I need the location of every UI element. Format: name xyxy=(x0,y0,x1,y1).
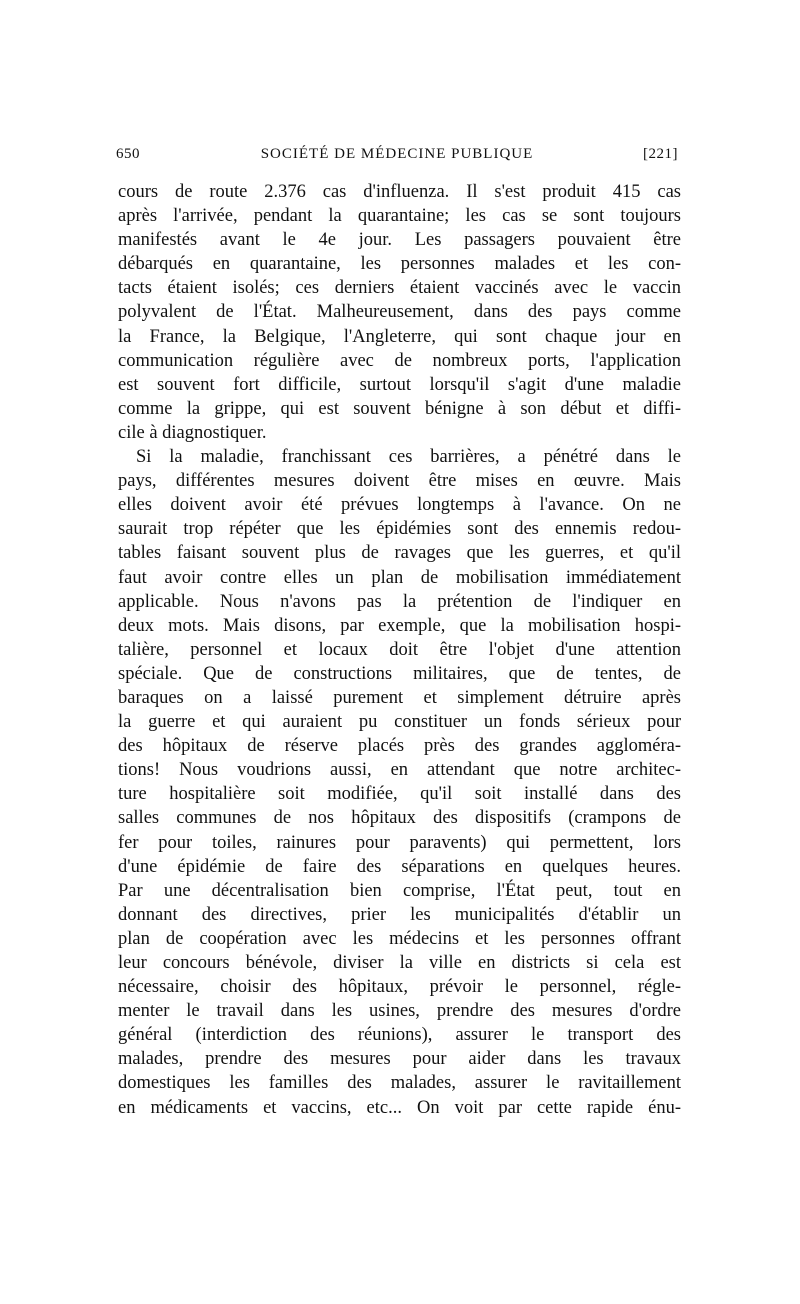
text-line: comme la grippe, qui est souvent bénigne à son début et diffi- xyxy=(118,398,681,419)
text-line: communication régulière avec de nombreux ports, l'application xyxy=(118,350,681,371)
paragraph-1 xyxy=(118,180,681,445)
text-line: elles doivent avoir été prévues longtemps à l'avance. On ne xyxy=(118,495,681,516)
text-line: Si la maladie, franchissant ces barrières, a pénétré dans le xyxy=(136,447,681,468)
text-line: est souvent fort difficile, surtout lorsqu'il s'agit d'une maladie xyxy=(118,374,681,395)
text-line: tacts étaient isolés; ces derniers étaient vaccinés avec le vaccin xyxy=(118,278,681,299)
text-line: des hôpitaux de réserve placés près des grandes aggloméra- xyxy=(118,736,681,757)
text-line: la guerre et qui auraient pu constituer un fonds sérieux pour xyxy=(118,712,681,733)
text-line: deux mots. Mais disons, par exemple, que la mobilisation hospi- xyxy=(118,615,681,636)
page-number: 650 xyxy=(116,146,140,162)
text-line: nécessaire, choisir des hôpitaux, prévoir le personnel, régle- xyxy=(118,977,681,998)
text-line: malades, prendre des mesures pour aider dans les travaux xyxy=(118,1049,681,1070)
text-line: tions! Nous voudrions aussi, en attendant que notre architec- xyxy=(118,760,681,781)
running-title: SOCIÉTÉ DE MÉDECINE PUBLIQUE xyxy=(260,146,534,162)
text-line: saurait trop répéter que les épidémies sont des ennemis redou- xyxy=(118,519,681,540)
text-line: faut avoir contre elles un plan de mobilisation immédiatement xyxy=(118,567,681,588)
text-line: débarqués en quarantaine, les personnes malades et les con- xyxy=(118,254,681,275)
text-line: plan de coopération avec les médecins et les personnes offrant xyxy=(118,928,681,949)
text-line: général (interdiction des réunions), assurer le transport des xyxy=(118,1025,681,1046)
text-line: polyvalent de l'État. Malheureusement, dans des pays comme xyxy=(118,302,681,323)
text-line: la France, la Belgique, l'Angleterre, qui sont chaque jour en xyxy=(118,326,681,347)
text-line: spéciale. Que de constructions militaires, que de tentes, de xyxy=(118,663,681,684)
running-header xyxy=(116,146,678,166)
text-line: leur concours bénévole, diviser la ville en districts si cela est xyxy=(118,953,681,973)
paragraph-2 xyxy=(118,445,681,1120)
text-line: cile à diagnostiquer. xyxy=(118,422,267,443)
text-line: menter le travail dans les usines, prendre des mesures d'ordre xyxy=(118,1001,681,1022)
text-line: domestiques les familles des malades, assurer le ravitaillement xyxy=(118,1073,681,1094)
text-line: fer pour toiles, rainures pour paravents) qui permettent, lors xyxy=(118,832,681,853)
text-line: cours de route 2.376 cas d'influenza. Il s'est produit 415 cas xyxy=(118,182,681,202)
text-line: baraques on a laissé purement et simplement détruire après xyxy=(118,687,681,708)
text-line: d'une épidémie de faire des séparations en quelques heures. xyxy=(118,856,681,877)
text-line: tables faisant souvent plus de ravages que les guerres, et qu'il xyxy=(118,543,681,564)
text-line: manifestés avant le 4e jour. Les passagers pouvaient être xyxy=(118,230,681,251)
text-line: après l'arrivée, pendant la quarantaine; les cas se sont toujours xyxy=(118,206,681,227)
text-line: en médicaments et vaccins, etc... On voit par cette rapide énu- xyxy=(118,1097,681,1118)
body-text xyxy=(118,180,681,1120)
text-line: donnant des directives, prier les municipalités d'établir un xyxy=(118,904,681,925)
folio-number: [221] xyxy=(643,146,678,162)
text-line: pays, différentes mesures doivent être mises en œuvre. Mais xyxy=(118,471,681,492)
text-line: applicable. Nous n'avons pas la prétention de l'indiquer en xyxy=(118,591,681,612)
text-line: salles communes de nos hôpitaux des dispositifs (crampons de xyxy=(118,808,681,829)
text-line: talière, personnel et locaux doit être l'objet d'une attention xyxy=(118,639,681,660)
text-line: ture hospitalière soit modifiée, qu'il soit installé dans des xyxy=(118,784,681,805)
text-line: Par une décentralisation bien comprise, l'État peut, tout en xyxy=(118,880,681,901)
